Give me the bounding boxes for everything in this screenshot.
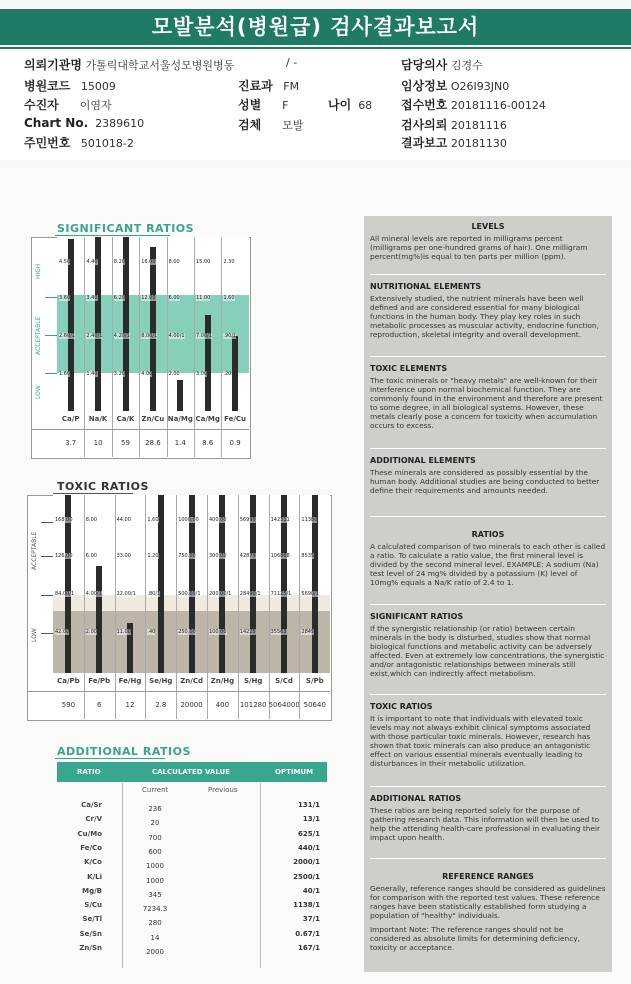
additional-ratios-heading: ADDITIONAL RATIOS	[370, 794, 462, 803]
significant-info-text: If the synergistic relationship (or ratio) between certain minerals in the body is disturbed, studies show that normal biological functions and metabolic activity can be adversely affected. Even at extremely low concentrations, the synergistic and/or antagonistic relationships between minerals still exist,which can indirectly affect metabolism.	[370, 624, 605, 678]
column-divider	[122, 783, 123, 968]
ratios-text: A calculated comparison of two minerals to each other is called a ratio. To calculate a ratio value, the first mineral level is divided by the second mineral level. EXAMPLE: A sodium (Na) test level of 24 mg% divided by a potassium (K) level of 10mg% equals a Na/K ratio of 2.4 to 1.	[370, 542, 606, 587]
bar-fe-pb	[96, 566, 102, 673]
field-key: 담당의사	[401, 58, 448, 72]
field-sex	[238, 96, 289, 113]
bar-zn-cu	[150, 247, 156, 411]
tick-label: 84.00/1	[55, 591, 75, 597]
nutritional-block	[370, 282, 606, 339]
tick-label: 22.00/1	[116, 591, 136, 597]
ratio-label: Fe/Co	[80, 843, 102, 852]
optimum-value: 40/1	[302, 886, 320, 895]
bar-se-hg	[158, 495, 164, 673]
tick-label: 14225	[239, 629, 256, 635]
ratios-block	[370, 530, 606, 587]
value-label: 5064000	[268, 701, 300, 709]
field-department	[238, 77, 299, 94]
field-key: 검체	[238, 118, 262, 132]
additional-elements-text: These minerals are considered as possibly essential by the human body. Additional studies are being conducted to better define their requirements and amounts needed.	[370, 468, 600, 495]
reference-note: Important Note: The reference ranges should not be considered as absolute limits for determining deficiency, toxicity or acceptance.	[370, 925, 581, 952]
field-chart-no	[24, 116, 144, 130]
tick-label: 100.00	[209, 629, 227, 635]
additional-ratios-block	[370, 794, 606, 842]
toxic-title-rule	[53, 493, 133, 494]
ratio-label: Cu/Mo	[77, 829, 102, 838]
field-request	[401, 116, 507, 133]
tick-label: 8.00	[85, 517, 97, 523]
ratio-label: Ca/Sr	[81, 801, 102, 809]
field-value: 2389610	[95, 117, 145, 130]
nutritional-text: Extensively studied, the nutrient minerals have been well defined and are considered essential for many biological functions in the human body. They play key roles in such metabolic processes as muscular activity, endocrine function, reproduction, skeletal integrity and overall development.	[370, 294, 599, 339]
toxic-ratios-heading: TOXIC RATIOS	[370, 702, 433, 711]
tick-label: 42879	[239, 553, 256, 559]
tick-label: 8.00	[168, 259, 180, 265]
tick-label: 6.00	[85, 553, 97, 559]
ratio-label: Se/Sn	[79, 929, 102, 938]
range-marker	[45, 335, 57, 336]
divider	[370, 604, 606, 605]
current-value: 14	[150, 933, 160, 942]
tick-label: 16.00	[141, 259, 156, 265]
field-key: 나이	[328, 98, 352, 112]
tick-label: .80/1	[147, 591, 161, 597]
field-institution	[24, 56, 234, 73]
bar-na-mg	[177, 380, 183, 411]
field-ward	[286, 56, 297, 69]
current-value: 280	[148, 919, 162, 928]
field-report	[401, 134, 507, 151]
tick-label: 2.60/1	[59, 333, 75, 339]
field-value: 이염자	[79, 99, 112, 112]
field-value: 가톨릭대학교서울성모병원병동	[85, 59, 235, 72]
tick-label: 500.00/1	[178, 591, 201, 597]
bar-ca-mg	[205, 315, 211, 411]
field-key: 진료과	[238, 79, 273, 93]
value-label: 59	[121, 439, 130, 447]
field-key: 주민번호	[24, 136, 71, 150]
field-key: 검사의뢰	[401, 118, 448, 132]
value-label: 50640	[303, 701, 326, 709]
tick-label: 200.00/1	[209, 591, 232, 597]
divider	[370, 516, 606, 517]
field-resident-no	[24, 134, 134, 151]
value-label: 1.4	[174, 439, 186, 447]
tick-label: 35563	[270, 629, 287, 635]
value-label: 0.9	[229, 439, 241, 447]
current-value: 7234.3	[142, 905, 168, 914]
report-title: 모발분석(병원급) 검사결과보고서	[0, 9, 631, 45]
category-row-rule	[27, 691, 330, 692]
divider	[370, 786, 606, 787]
ratio-label: Cr/V	[85, 815, 102, 824]
toxic-elements-text: The toxic minerals or "heavy metals" are well-known for their interference upon normal biochemical function. They are commonly found in the environment and therefore are present to some degree, in all biological systems. However, these metals clearly pose a concern for toxicity when accumulation occurs to excess.	[370, 376, 603, 430]
column-divider	[269, 495, 270, 719]
value-label: 28.6	[145, 439, 161, 447]
tick-label: 2.00	[168, 371, 180, 377]
range-marker	[41, 595, 53, 596]
field-key: 수진자	[24, 98, 59, 112]
tick-label: 1.60	[59, 371, 71, 377]
category-label: Se/Hg	[149, 677, 173, 685]
tick-label: 126.00	[55, 553, 73, 559]
tick-label: 5690/1	[301, 591, 319, 597]
ratios-heading: RATIOS	[471, 530, 505, 539]
range-marker	[41, 522, 53, 523]
category-label: Zn/Cu	[141, 415, 165, 423]
tick-label: 4.00	[141, 371, 153, 377]
optimum-value: 131/1	[297, 801, 320, 809]
tick-label: 33.00	[116, 553, 131, 559]
significant-info-block	[370, 612, 606, 678]
field-value: 20181116-00124	[450, 99, 546, 112]
field-value: F	[282, 99, 289, 112]
tick-label: 4.00/1	[168, 333, 185, 339]
value-label: 2.8	[155, 701, 167, 709]
tick-label: 3.40	[86, 295, 98, 301]
optimum-value: 2500/1	[293, 872, 320, 881]
category-label: Ca/P	[61, 415, 80, 423]
current-value: 600	[148, 847, 162, 856]
value-label: 6	[96, 701, 102, 709]
tick-label: 2.00	[85, 629, 97, 635]
field-value: 15009	[80, 80, 116, 93]
field-value: 501018-2	[80, 137, 134, 150]
tick-label: 4.50	[59, 259, 71, 265]
field-value: FM	[283, 80, 300, 93]
tick-label: 4.40	[86, 259, 98, 265]
optimum-value: 625/1	[297, 829, 320, 838]
field-hospital-code	[24, 77, 116, 94]
tick-label: 168.00	[55, 517, 73, 523]
current-value: 20	[150, 819, 160, 828]
field-key: 결과보고	[401, 136, 448, 150]
reference-block	[370, 872, 606, 952]
title-rule	[0, 47, 631, 49]
column-divider	[176, 495, 177, 719]
field-value: O26I93JN0	[450, 80, 510, 93]
tick-label: 8535	[301, 553, 315, 559]
value-label: 8.6	[202, 439, 214, 447]
field-receipt	[401, 96, 546, 113]
acceptable-axis-label: ACCEPTABLE	[35, 316, 42, 355]
tick-label: 6.20	[113, 295, 125, 301]
patient-header	[0, 50, 631, 160]
tick-label: 142311	[270, 517, 290, 523]
field-key: /	[286, 56, 290, 69]
value-label: 101280	[239, 701, 267, 709]
tick-label: 7.00/1	[196, 333, 212, 339]
category-label: Fe/Pb	[88, 677, 111, 685]
toxic-ratios-text: It is important to note that individuals with elevated toxic levels may not always exhibit clinical symptoms associated with those particular toxic minerals. However, research has shown that toxic minerals can also produce an antagonistic effect on various essential minerals eventually leading to disturbances in their metabolic utilization.	[370, 714, 591, 768]
tick-label: 11380	[301, 517, 318, 523]
value-label: 20000	[180, 701, 203, 709]
column-divider	[194, 237, 195, 457]
tick-label: 44.00	[116, 517, 131, 523]
divider	[370, 356, 606, 357]
category-label: S/Cd	[275, 677, 293, 685]
current-value: 236	[148, 805, 162, 813]
field-doctor	[401, 56, 483, 73]
divider	[370, 274, 606, 275]
category-label: S/Hg	[243, 677, 263, 685]
reference-heading: REFERENCE RANGES	[442, 872, 534, 881]
current-value: 1000	[146, 862, 164, 871]
low-axis-label: LOW	[31, 628, 38, 642]
value-label: 10	[93, 439, 103, 447]
tick-label: 11.00	[116, 629, 131, 635]
category-label: Na/K	[88, 415, 108, 423]
range-marker	[41, 556, 53, 557]
additional-elements-block	[370, 456, 606, 495]
category-label: Ca/Pb	[57, 677, 80, 685]
divider	[370, 694, 606, 695]
range-marker	[45, 297, 57, 298]
tick-label: 1.40	[86, 371, 98, 377]
additional-header	[57, 762, 327, 782]
column-divider	[299, 495, 300, 719]
tick-label: 1.60	[147, 517, 159, 523]
divider	[370, 858, 606, 859]
field-key: 성별	[238, 98, 262, 112]
value-label: 400	[215, 701, 230, 709]
field-key: Chart No.	[24, 116, 89, 130]
tick-label: 12.00	[141, 295, 156, 301]
column-divider	[238, 495, 239, 719]
low-axis-label: LOW	[35, 385, 42, 399]
field-key: 병원코드	[24, 79, 71, 93]
optimum-value: 2000/1	[293, 858, 320, 867]
current-value: 1000	[146, 876, 164, 885]
column-divider	[115, 495, 116, 719]
tick-label: 750.00	[178, 553, 196, 559]
category-label: Fe/Cu	[224, 415, 247, 423]
additional-ratios-text: These ratios are being reported solely for the purpose of gathering research data. This information will then be used to help the attending health-care professional in evaluating their impact upon health.	[370, 806, 601, 842]
field-key: 접수번호	[401, 98, 448, 112]
column-divider	[84, 495, 85, 719]
optimum-value: 440/1	[297, 843, 320, 852]
current-value: 345	[148, 890, 162, 899]
optimum-value: 37/1	[302, 915, 320, 924]
significant-title-rule	[55, 235, 170, 236]
tick-label: 6.00	[168, 295, 180, 301]
tick-label: 300.00	[209, 553, 227, 559]
tick-label: 2845	[301, 629, 315, 635]
category-row-rule	[31, 429, 249, 430]
col-ratio: RATIO	[77, 768, 101, 776]
tick-label: 8.20	[113, 259, 125, 265]
range-marker	[45, 373, 57, 374]
category-label: Ca/Mg	[195, 415, 220, 423]
acceptable-axis-label: ACCEPTABLE	[31, 531, 38, 570]
field-value: 김경수	[450, 59, 483, 72]
optimum-value: 13/1	[302, 815, 320, 824]
value-label: 12	[125, 701, 135, 709]
tick-label: 3.60	[59, 295, 71, 301]
tick-label: 8.00/1	[141, 333, 158, 339]
category-label: Na/Mg	[167, 415, 193, 423]
tick-label: 1000.00	[178, 517, 199, 523]
tick-label: 400.00	[209, 517, 227, 523]
field-value: 68	[358, 99, 373, 112]
current-value: 700	[148, 833, 162, 842]
col-calculated: CALCULATED VALUE	[152, 768, 231, 776]
column-divider	[221, 237, 222, 457]
column-divider	[167, 237, 168, 457]
value-label: 3.7	[65, 439, 77, 447]
column-divider	[260, 783, 261, 968]
field-value: 모발	[282, 119, 304, 132]
tick-label: 56999	[239, 517, 256, 523]
current-value: 2000	[146, 948, 164, 956]
ratio-label: Zn/Sn	[79, 944, 102, 952]
tick-label: 106868	[270, 553, 290, 559]
category-label: Ca/K	[116, 415, 135, 423]
ratio-label: Se/Tl	[82, 915, 102, 924]
additional-elements-heading: ADDITIONAL ELEMENTS	[370, 456, 476, 465]
column-divider	[112, 237, 113, 457]
high-axis-label: HIGH	[35, 263, 42, 279]
tick-label: .20	[223, 371, 232, 377]
optimum-value: 0.67/1	[295, 929, 320, 938]
tick-label: .90/1	[223, 333, 237, 339]
field-key: 의뢰기관명	[24, 58, 82, 72]
tick-label: 1.60	[223, 295, 235, 301]
toxic-elements-heading: TOXIC ELEMENTS	[370, 364, 448, 373]
optimum-value: 1138/1	[293, 901, 320, 910]
field-value: 20181116	[450, 119, 507, 132]
category-label: Fe/Hg	[118, 677, 142, 685]
ratio-label: S/Cu	[84, 901, 102, 910]
col-current: Current	[142, 786, 169, 794]
tick-label: 11.00	[196, 295, 211, 301]
levels-block	[370, 222, 606, 261]
field-value: -	[293, 56, 298, 69]
tick-label: 250.00	[178, 629, 196, 635]
significant-title: SIGNIFICANT RATIOS	[57, 222, 195, 235]
col-previous: Previous	[208, 786, 238, 794]
tick-label: 3.00	[196, 371, 208, 377]
field-patient	[24, 96, 112, 113]
tick-label: 4.00/1	[85, 591, 102, 597]
additional-title: ADDITIONAL RATIOS	[57, 745, 191, 758]
nutritional-heading: NUTRITIONAL ELEMENTS	[370, 282, 482, 291]
ratio-label: K/Li	[87, 872, 102, 881]
additional-title-rule	[55, 758, 165, 759]
significant-info-heading: SIGNIFICANT RATIOS	[370, 612, 464, 621]
tick-label: 1.20	[147, 553, 159, 559]
column-divider	[207, 495, 208, 719]
ratio-label: Mg/B	[82, 886, 102, 895]
field-key: 임상정보	[401, 79, 448, 93]
tick-label: 2.30	[223, 259, 235, 265]
toxic-ratios-block	[370, 702, 606, 768]
tick-label: .40	[147, 629, 156, 635]
column-divider	[145, 495, 146, 719]
range-marker	[41, 633, 53, 634]
field-value: 20181130	[450, 137, 507, 150]
tick-label: 2.40/1	[86, 333, 103, 339]
tick-label: 71125/1	[270, 591, 292, 597]
col-optimum: OPTIMUM	[275, 768, 314, 776]
toxic-title: TOXIC RATIOS	[57, 480, 149, 493]
tick-label: 4.20/1	[113, 333, 130, 339]
tick-label: 42.00	[55, 629, 70, 635]
tick-label: 3.20	[113, 371, 125, 377]
levels-heading: LEVELS	[471, 222, 505, 231]
ratio-label: K/Co	[84, 858, 102, 867]
reference-text: Generally, reference ranges should be considered as guidelines for comparison with the reported test values. These reference ranges have been statistically established form studying a population of "healthy" individuals.	[370, 884, 606, 920]
field-age	[328, 96, 372, 113]
tick-label: 28490/1	[239, 591, 261, 597]
column-divider	[139, 237, 140, 457]
optimum-value: 167/1	[297, 944, 320, 952]
tick-label: 15.00	[196, 259, 211, 265]
field-clinical	[401, 77, 509, 94]
divider	[370, 448, 606, 449]
value-label: 590	[61, 701, 76, 709]
category-label: Zn/Hg	[210, 677, 235, 685]
bar-fe-cu	[232, 336, 238, 411]
category-label: S/Pb	[305, 677, 324, 685]
levels-text: All mineral levels are reported in milligrams percent (milligrams per one-hundred grams of hair). One milligram percent(mg%)is equal to ten parts per million (ppm).	[370, 234, 588, 261]
info-panel	[364, 216, 612, 972]
column-divider	[84, 237, 85, 457]
category-label: Zn/Cd	[180, 677, 203, 685]
toxic-elements-block	[370, 364, 606, 430]
field-specimen	[238, 116, 303, 133]
